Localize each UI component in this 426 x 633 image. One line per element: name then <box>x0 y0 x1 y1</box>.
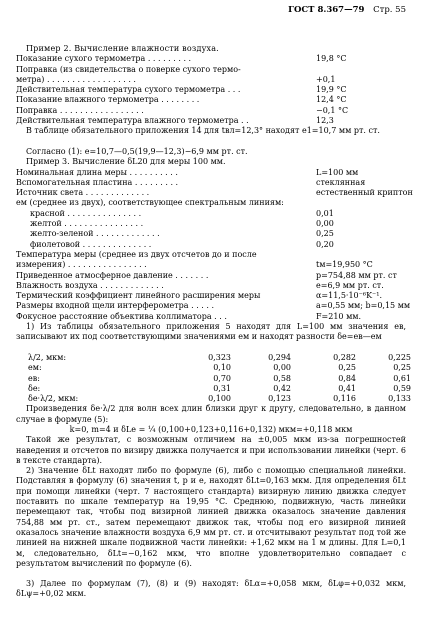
ex3-row <box>16 188 413 198</box>
ex3-row-value: tм=19,950 °C <box>316 260 373 270</box>
table-row-header: eм: <box>28 363 42 373</box>
ex2-row <box>16 65 406 75</box>
table-cell: 0,123 <box>268 394 291 404</box>
ex2-paragraph-2: Согласно (1): e=10,7—0,5(19,9—12,3)−6,9 мм рт. ст. <box>26 146 248 156</box>
ex3-row-label: Номинальная длина меры . . . . . . . . . . <box>16 167 178 177</box>
ex2-row-value: 19,9 °C <box>316 85 347 95</box>
ex3-row <box>16 240 406 250</box>
ex2-row-value: 12,3 <box>316 116 334 126</box>
ex3-row <box>16 229 406 239</box>
wavelength-table <box>16 352 411 404</box>
table-cell: 0,25 <box>393 363 411 373</box>
table-cell: 0,59 <box>393 383 411 393</box>
ex3-row <box>16 271 406 281</box>
table-cell: 0,116 <box>333 394 356 404</box>
table-cell: 0,225 <box>388 352 411 362</box>
table-row-header: eв: <box>28 373 40 383</box>
ex3-row-label: Размеры входной щели интерферометра . . . . . <box>16 301 214 311</box>
ex2-row-label: Показание влажного термометра . . . . . . . . <box>16 95 200 105</box>
ex3-row <box>16 178 406 188</box>
table-row-header: λ/2, мкм: <box>28 352 67 362</box>
table-cell: 0,10 <box>213 363 231 373</box>
ex3-row-value: L=100 мм <box>316 167 359 177</box>
table-row <box>16 383 411 394</box>
ex2-paragraph-1: В таблице обязательного приложения 14 для tвл=12,3° находят e1=10,7 мм рт. ст. <box>26 126 380 136</box>
ex3-row-value: 0,00 <box>316 219 334 229</box>
ex3-row-value: 0,20 <box>316 239 334 249</box>
ex3-row-label: желто-зеленой . . . . . . . . . . . . . <box>30 229 160 239</box>
ex2-values-list <box>16 54 406 126</box>
ex3-row-label: Температура меры (среднее из двух отсчетов до и после <box>16 249 257 259</box>
table-cell: 0,25 <box>338 363 356 373</box>
ex2-row-label: Действительная температура влажного термометра . . <box>16 116 249 126</box>
ex3-row-label: красной . . . . . . . . . . . . . . . <box>30 208 142 218</box>
table-cell: 0,323 <box>208 352 231 362</box>
table-cell: 0,70 <box>213 373 231 383</box>
ex3-row-label: желтой . . . . . . . . . . . . . . . . <box>30 219 144 229</box>
table-cell: 0,100 <box>208 394 231 404</box>
ex3-row <box>16 198 406 208</box>
ex2-row <box>16 106 406 116</box>
ex3-paragraph-4: 2) Значение δLt находят либо по формуле (6), либо с помощью специальной линейки. Подставляя в формулу (6) значения t, p и e, находят δLt=0,163 мкм. Для определения δLt при помощи линейки (черт. 7 настоящего стандарта) визирную линию движка следует поставить по шкале температур на 19,95 °C. Среднюю, подвижную, часть линейки перемещают так, чтобы под визирной линией движка оказалось значение давления 754,88 мм рт. ст., затем перемещают движок так, чтобы под его визирной линией оказалось значение влажности воздуха 6,9 мм рт. ст. и отсчитывают результат под той же линией на нижней шкале подвижной части линейки: +1,62 мкм на 1 м длины. Для L=0,1 м, следовательно, δLt=−0,162 мкм, что вполне удовлетворительно совпадает с результатом вычислений по формуле (6). <box>16 466 406 568</box>
ex3-row-label: фиолетовой . . . . . . . . . . . . . . <box>30 239 152 249</box>
page-number: Стр. 55 <box>373 5 406 15</box>
ex2-row-label: Поправка . . . . . . . . . . . . . . . . . <box>16 105 144 115</box>
table-row-header: δe·λ/2, мкм: <box>28 394 79 404</box>
table-cell: 0,41 <box>338 383 356 393</box>
ex3-row-value: 0,25 <box>316 229 334 239</box>
ex3-title: Пример 3. Вычисление δL20 для меры 100 мм. <box>26 157 226 167</box>
table-row <box>16 394 411 404</box>
ex3-row-value: стеклянная <box>316 177 366 187</box>
table-cell: 0,84 <box>338 373 356 383</box>
ex3-row <box>16 219 406 229</box>
ex3-row-label: Вспомогательная пластина . . . . . . . . . <box>16 177 179 187</box>
ex3-row-value: a=0,55 мм; b=0,15 мм <box>316 301 411 311</box>
ex2-row <box>16 85 406 95</box>
ex3-row-value: α=11,5·10⁻⁶K⁻¹. <box>316 291 383 301</box>
ex2-row <box>16 116 406 126</box>
ex2-title: Пример 2. Вычисление влажности воздуха. <box>26 44 219 53</box>
standard-number: ГОСТ 8.367—79 <box>288 5 365 15</box>
ex3-row <box>16 168 406 178</box>
table-cell: 0,42 <box>273 383 291 393</box>
table-cell: 0,31 <box>213 383 231 393</box>
ex3-row-label: Фокусное расстояние объектива коллиматора . . . <box>16 311 227 321</box>
ex2-row-label: Поправка (из свидетельства о поверке сухого термо- <box>16 64 241 74</box>
ex3-paragraph-5: 3) Далее по формулам (7), (8) и (9) находят: δLα=+0,058 мкм, δLφ=+0,032 мкм, δLψ=+0,02 мкм. <box>16 579 406 599</box>
ex3-row-value: p=754,88 мм рт. ст <box>316 270 397 280</box>
ex3-row <box>16 291 406 301</box>
table-row <box>16 363 411 373</box>
ex2-row-label: метра) . . . . . . . . . . . . . . . . . . <box>16 74 136 84</box>
ex3-row-label: измерения) . . . . . . . . . . . . . . . . <box>16 260 147 270</box>
ex3-row-value: 0,01 <box>316 208 334 218</box>
table-cell: 0,00 <box>273 363 291 373</box>
ex3-paragraph-3: Такой же результат, с возможным отличием на ±0,005 мкм из-за погрешностей наведения и отсчетов по визиру движка получается и при использовании линейки (черт. 6 в тексте стандарта). <box>16 435 406 465</box>
table-cell: 0,58 <box>273 373 291 383</box>
ex3-row-label: Источник света . . . . . . . . . . . . . <box>16 188 150 198</box>
ex2-row <box>16 54 406 64</box>
table-row <box>16 373 411 384</box>
page-header <box>20 5 406 19</box>
ex2-row-value: 12,4 °C <box>316 95 347 105</box>
ex3-row <box>16 209 406 219</box>
table-cell: 0,294 <box>268 352 291 362</box>
ex3-row <box>16 281 406 291</box>
ex3-row-label: Влажность воздуха . . . . . . . . . . . . . <box>16 280 164 290</box>
ex3-row-value: естественный криптон <box>316 188 413 198</box>
table-cell: 0,133 <box>388 394 411 404</box>
ex2-row <box>16 75 406 85</box>
ex2-row-value: 19,8 °C <box>316 54 347 64</box>
ex3-row-label: Термический коэффициент линейного расширения меры <box>16 291 261 301</box>
ex2-row-label: Показание сухого термометра . . . . . . . . . <box>16 54 192 64</box>
page-content <box>16 44 413 600</box>
table-cell: 0,61 <box>393 373 411 383</box>
table-cell: 0,282 <box>333 352 356 362</box>
ex3-row-value: F=210 мм. <box>316 311 362 321</box>
ex3-row-label: eм (среднее из двух), соответствующее спектральным линиям: <box>16 198 284 208</box>
table-row-header: δe: <box>28 383 41 393</box>
ex3-row <box>16 260 406 270</box>
ex3-row <box>16 250 406 260</box>
ex3-row <box>16 301 411 311</box>
ex3-paragraph-2: Произведения δe·λ/2 для волн всех длин близки друг к другу, следовательно, в данном случае в формуле (5): <box>16 404 406 424</box>
ex3-values-list <box>16 167 413 322</box>
table-row <box>16 352 411 363</box>
ex2-row-label: Действительная температура сухого термометра . . . <box>16 85 241 95</box>
ex3-row <box>16 312 406 322</box>
ex3-row-label: Приведенное атмосферное давление . . . . . . . <box>16 270 209 280</box>
ex3-row-value: e=6,9 мм рт. ст. <box>316 280 384 290</box>
ex2-row-value: +0,1 <box>316 74 336 84</box>
ex2-row-value: −0,1 °C <box>316 105 349 115</box>
ex3-paragraph-1: 1) Из таблицы обязательного приложения 5 находят для L=100 мм значения eв, записывают их под соответствующими значениями eм и находят разности δe=eв—eм <box>16 322 406 342</box>
ex2-row <box>16 95 406 105</box>
ex3-formula: k=0, m=4 и δLe = ¼ (0,100+0,123+0,116+0,132) мкм=+0,118 мкм <box>69 424 353 434</box>
